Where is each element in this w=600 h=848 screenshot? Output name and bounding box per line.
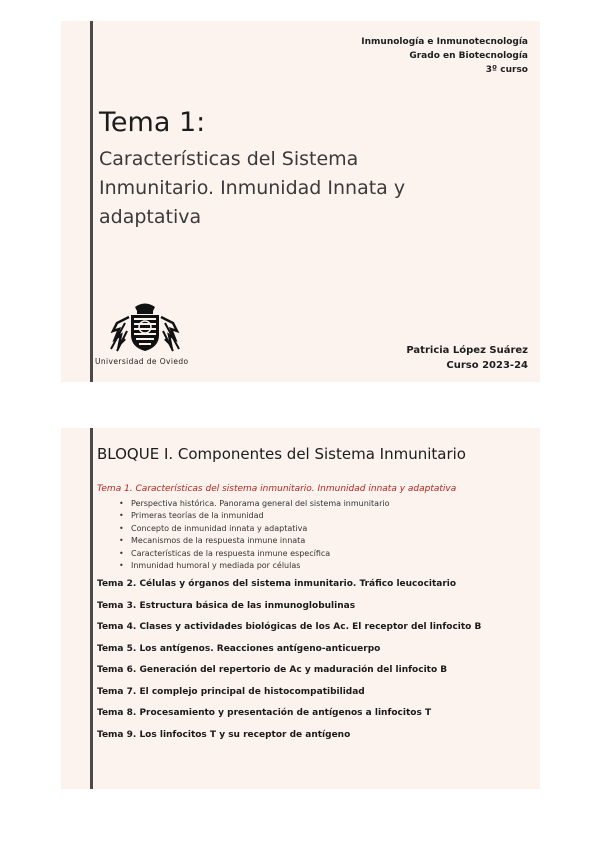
vertical-divider bbox=[90, 21, 93, 382]
bloque-title: BLOQUE I. Componentes del Sistema Inmunitario bbox=[97, 445, 466, 463]
author-name: Patricia López Suárez bbox=[406, 345, 528, 356]
subtopic-item: • Perspectiva histórica. Panorama general del sistema inmunitario bbox=[119, 498, 527, 510]
author-block bbox=[406, 343, 528, 373]
course-degree: Grado en Biotecnología bbox=[409, 51, 528, 61]
course-level: 3º curso bbox=[485, 65, 528, 75]
university-name: Universidad de Oviedo bbox=[95, 357, 189, 366]
subtopic-item: • Mecanismos de la respuesta inmune innata bbox=[119, 535, 527, 547]
subtopic-item: • Inmunidad humoral y mediada por células bbox=[119, 560, 527, 572]
syllabus-slide bbox=[61, 428, 540, 789]
vertical-divider bbox=[90, 428, 93, 789]
tema-item: Tema 6. Generación del repertorio de Ac y maduración del linfocito B bbox=[97, 665, 448, 676]
tema-list bbox=[97, 483, 527, 750]
tema-item: Tema 9. Los linfocitos T y su receptor de antígeno bbox=[97, 729, 351, 740]
course-info bbox=[361, 35, 528, 77]
subtopic-list bbox=[119, 498, 527, 572]
tema-item: Tema 7. El complejo principal de histocompatibilidad bbox=[97, 686, 365, 697]
tema-title: Características del Sistema Inmunitario. Inmunidad Innata y adaptativa bbox=[99, 148, 406, 228]
tema-item: Tema 4. Clases y actividades biológicas de los Ac. El receptor del linfocito B bbox=[97, 622, 482, 633]
tema-item: Tema 2. Células y órganos del sistema inmunitario. Tráfico leucocitario bbox=[97, 579, 457, 590]
university-crest-icon bbox=[107, 301, 183, 353]
tema-item: Tema 5. Los antígenos. Reacciones antígeno-anticuerpo bbox=[97, 643, 381, 654]
subtopic-item: • Primeras teorías de la inmunidad bbox=[119, 510, 527, 522]
course-year: Curso 2023-24 bbox=[446, 360, 528, 371]
subtopic-item: • Concepto de inmunidad innata y adaptativa bbox=[119, 523, 527, 535]
title-slide bbox=[61, 21, 540, 382]
tema-item: Tema 3. Estructura básica de las inmunoglobulinas bbox=[97, 600, 356, 611]
tema-number: Tema 1: bbox=[99, 107, 206, 138]
university-logo bbox=[95, 301, 195, 366]
course-subject: Inmunología e Inmunotecnología bbox=[361, 37, 528, 47]
tema-item: Tema 8. Procesamiento y presentación de antígenos a linfocitos T bbox=[97, 708, 432, 719]
active-tema: Tema 1. Características del sistema inmunitario. Inmunidad innata y adaptativa bbox=[97, 484, 457, 494]
subtopic-item: • Características de la respuesta inmune específica bbox=[119, 548, 527, 560]
